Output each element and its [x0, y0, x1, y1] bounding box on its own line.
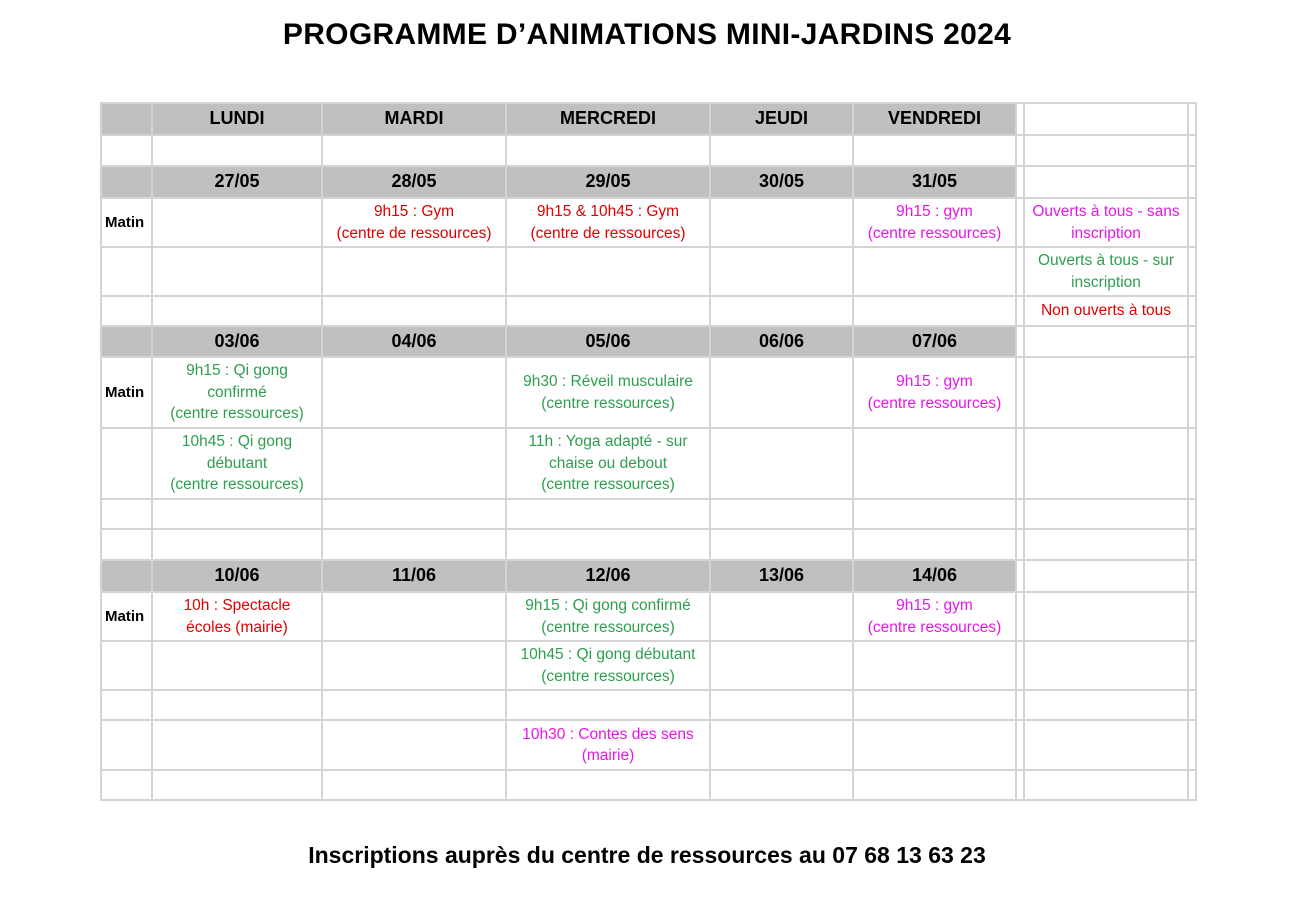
activity-cell [322, 357, 506, 428]
date-corner [101, 560, 152, 592]
schedule-row [101, 770, 1196, 800]
separator-cell [1016, 103, 1024, 135]
activity-cell: 9h15 : gym (centre ressources) [853, 357, 1016, 428]
schedule-row [101, 428, 1196, 499]
date-corner [101, 326, 152, 357]
schedule-row [101, 720, 1196, 770]
date-row [101, 326, 1196, 357]
activity-cell [152, 720, 322, 770]
activity-cell [853, 641, 1016, 690]
activity-cell [710, 357, 853, 428]
schedule-row [101, 247, 1196, 296]
date-cell: 28/05 [322, 166, 506, 198]
date-cell: 07/06 [853, 326, 1016, 357]
slot-label: Matin [101, 357, 152, 428]
date-cell: 05/06 [506, 326, 710, 357]
activity-cell: 9h15 : gym (centre ressources) [853, 198, 1016, 247]
activity-cell [322, 641, 506, 690]
activity-cell [322, 720, 506, 770]
activity-cell [152, 641, 322, 690]
header-corner [101, 103, 152, 135]
date-cell: 12/06 [506, 560, 710, 592]
date-cell: 11/06 [322, 560, 506, 592]
date-cell: 03/06 [152, 326, 322, 357]
schedule-row [101, 641, 1196, 690]
legend-cell [1024, 103, 1188, 135]
activity-cell [152, 198, 322, 247]
activity-cell: 10h30 : Contes des sens (mairie) [506, 720, 710, 770]
day-header-wednesday: MERCREDI [506, 103, 710, 135]
activity-cell: 9h30 : Réveil musculaire (centre ressources) [506, 357, 710, 428]
activity-cell [853, 720, 1016, 770]
activity-cell [322, 592, 506, 641]
activity-cell [322, 428, 506, 499]
date-cell: 10/06 [152, 560, 322, 592]
activity-cell [710, 428, 853, 499]
date-row [101, 166, 1196, 198]
schedule-row [101, 592, 1196, 641]
date-cell: 13/06 [710, 560, 853, 592]
activity-cell [853, 428, 1016, 499]
activity-cell: 10h45 : Qi gong débutant (centre ressources) [506, 641, 710, 690]
day-header-tuesday: MARDI [322, 103, 506, 135]
activity-cell [710, 198, 853, 247]
activity-cell: 9h15 : Qi gong confirmé (centre ressources) [506, 592, 710, 641]
date-cell: 29/05 [506, 166, 710, 198]
date-cell: 14/06 [853, 560, 1016, 592]
day-header-friday: VENDREDI [853, 103, 1016, 135]
activity-cell [710, 592, 853, 641]
date-cell: 06/06 [710, 326, 853, 357]
slot-label: Matin [101, 198, 152, 247]
date-corner [101, 166, 152, 198]
activity-cell: 9h15 & 10h45 : Gym (centre de ressources) [506, 198, 710, 247]
schedule-row [101, 499, 1196, 529]
date-cell: 31/05 [853, 166, 1016, 198]
schedule-row [101, 296, 1196, 326]
schedule-row [101, 357, 1196, 428]
schedule-row [101, 198, 1196, 247]
date-cell: 27/05 [152, 166, 322, 198]
date-cell: 30/05 [710, 166, 853, 198]
legend-open-no-registration: Ouverts à tous - sans inscription [1024, 198, 1188, 247]
activity-cell [710, 720, 853, 770]
legend-open-with-registration: Ouverts à tous - sur inscription [1024, 247, 1188, 296]
schedule-row [101, 529, 1196, 560]
schedule-table [100, 102, 1197, 801]
activity-cell: 9h15 : Gym (centre de ressources) [322, 198, 506, 247]
day-header-row [101, 103, 1196, 135]
activity-cell [710, 641, 853, 690]
slot-label: Matin [101, 592, 152, 641]
date-cell: 04/06 [322, 326, 506, 357]
activity-cell: 11h : Yoga adapté - sur chaise ou debout (centre ressources) [506, 428, 710, 499]
spacer-row [101, 135, 1196, 166]
registration-footer: Inscriptions auprès du centre de ressources au 07 68 13 63 23 [308, 842, 986, 868]
date-row [101, 560, 1196, 592]
schedule-row [101, 690, 1196, 720]
legend-not-open: Non ouverts à tous [1024, 296, 1188, 326]
activity-cell: 9h15 : Qi gong confirmé (centre ressources) [152, 357, 322, 428]
day-header-thursday: JEUDI [710, 103, 853, 135]
page-title: PROGRAMME D’ANIMATIONS MINI-JARDINS 2024 [282, 18, 1012, 51]
activity-cell: 10h : Spectacle écoles (mairie) [152, 592, 322, 641]
edge-cell [1188, 103, 1196, 135]
activity-cell: 9h15 : gym (centre ressources) [853, 592, 1016, 641]
day-header-monday: LUNDI [152, 103, 322, 135]
activity-cell: 10h45 : Qi gong débutant (centre ressources) [152, 428, 322, 499]
